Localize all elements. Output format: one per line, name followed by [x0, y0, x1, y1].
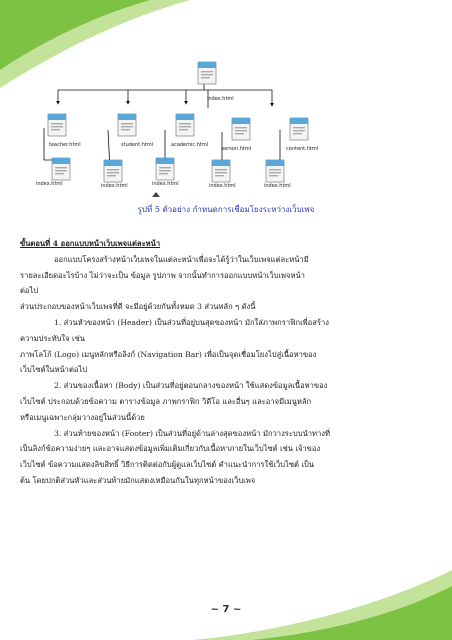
paragraph-line: เป็นลิงก์ข้อความง่ายๆ และอาจแสดงข้อมูลเพิ่มเติมเกี่ยวกับเนื้อหาภายในเว็บไซต์ เช่น เจ้าของ — [20, 444, 321, 454]
leaf-label-3: index.html — [152, 181, 179, 187]
paragraph-line: ต้น โดยปกติส่วนหัวและส่วนท้ายมักแสดงเหมือนกันในทุกหน้าของเว็บเพจ — [20, 475, 256, 485]
section-label-1: teacher.html — [49, 142, 81, 148]
section-label-3: academic.html — [171, 142, 209, 148]
site-structure-diagram — [0, 0, 452, 200]
paragraph-line: 3. ส่วนท้ายของหน้า (Footer) เป็นส่วนที่อยู่ด้านล่างสุดของหน้า มักวางระบบนำทางที่ — [54, 428, 331, 438]
leaf-label-2: index.html — [101, 183, 128, 189]
paragraph-line: เว็บไซต์ในหน้าต่อไป — [20, 365, 88, 375]
leaf-label-1: index.html — [36, 181, 63, 187]
paragraph-line: ภาพโลโก้ (Logo) เมนูหลักหรือลิงก์ (Navigation Bar) เพื่อเป็นจุดเชื่อมโยงไปสู่เนื้อหาของ — [20, 349, 317, 359]
paragraph-line: เว็บไซต์ ข้อความแสดงลิขสิทธิ์ วิธีการติดต่อกับผู้ดูแลเว็บไซต์ คำแนะนำการใช้เว็บไซต์ เป็น — [20, 460, 314, 470]
paragraph-line: 1. ส่วนหัวของหน้า (Header) เป็นส่วนที่อยู่บนสุดของหน้า มักใส่ภาพกราฟิกเพื่อสร้าง — [54, 317, 329, 327]
body-text — [20, 236, 432, 489]
paragraph-line: ส่วนประกอบของหน้าเว็บเพจที่ดี จะมีอยู่ด้วยกันทั้งหมด 3 ส่วนหลัก ๆ ดังนี้ — [20, 302, 256, 312]
section-label-2: student.html — [121, 142, 154, 148]
section-label-5: content.html — [286, 146, 319, 152]
paragraph-line: รายละเอียดอะไรบ้าง ไม่ว่าจะเป็น ข้อมูล รูปภาพ จากนั้นทำการออกแบบหน้าเว็บเพจหน้า — [20, 270, 305, 280]
leaf-label-4: index.html — [209, 183, 236, 189]
paragraph-line: เว็บไซต์ ประกอบด้วยข้อความ ตารางข้อมูล ภาพกราฟิก วิดีโอ และอื่นๆ และอาจมีเมนูหลัก — [20, 396, 312, 406]
paragraph-line: ออกแบบโครงสร้างหน้าเว็บเพจในแต่ละหน้าเพื่อจะได้รู้ว่าในเว็บเพจแต่ละหน้ามี — [54, 254, 309, 264]
step-heading: ขั้นตอนที่ 4 ออกแบบหน้าเว็บเพจแต่ละหน้า — [20, 239, 161, 248]
figure-caption: รูปที่ 5 ตัวอย่าง กำหนดการเชื่อมโยงระหว่างเว็บเพจ — [137, 205, 315, 214]
paragraph-line: หรือเมนูเฉพาะกลุ่มวางอยู่ในส่วนนี้ด้วย — [20, 412, 145, 422]
leaf-label-5: index.html — [264, 183, 291, 189]
paragraph-line: ต่อไป — [20, 286, 39, 296]
paragraph-line: ความประทับใจ เช่น — [20, 333, 85, 343]
triangle-icon — [152, 192, 160, 197]
root-label: index.html — [207, 96, 234, 102]
section-label-4: person.html — [221, 146, 252, 152]
paragraph-line: 2. ส่วนของเนื้อหา (Body) เป็นส่วนที่อยู่ตอนกลางของหน้า ใช้แสดงข้อมูลเนื้อหาของ — [54, 381, 328, 391]
page-number: ~ 7 ~ — [210, 604, 242, 615]
